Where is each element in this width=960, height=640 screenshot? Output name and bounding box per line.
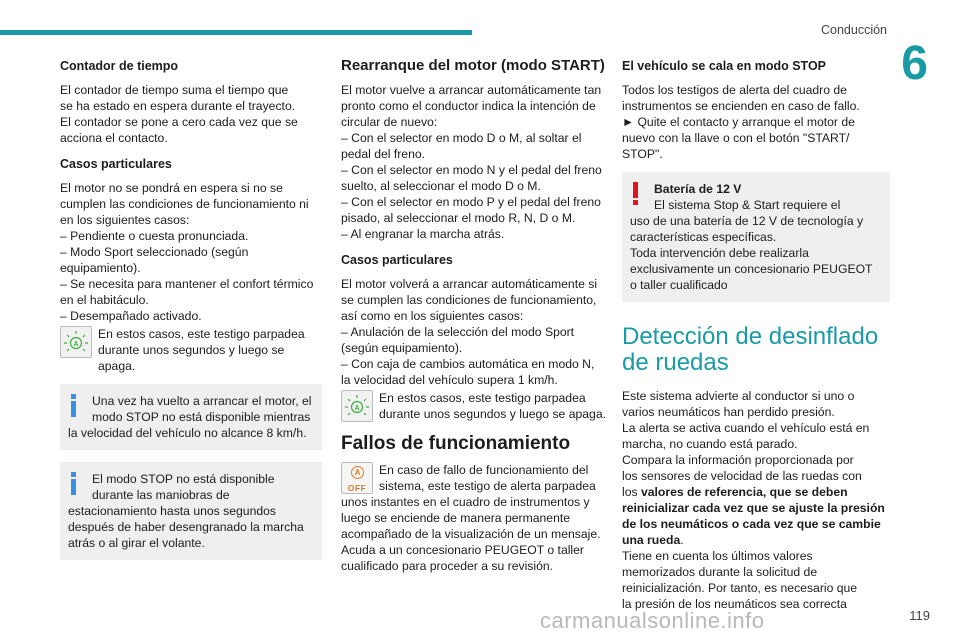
heading-stall: El vehículo se cala en modo STOP: [622, 59, 827, 73]
info-icon: [70, 394, 76, 417]
heading-timer: Contador de tiempo: [60, 59, 179, 73]
column-2: [341, 58, 606, 584]
warning-light-note-restart: [341, 390, 606, 422]
heading-deflation-detection: Detección de desinflado de ruedas: [622, 323, 879, 376]
stop-start-off-icon: A OFF: [341, 462, 373, 494]
svg-text:A: A: [73, 341, 79, 348]
heading-special-cases-restart: Casos particulares: [341, 253, 453, 267]
heading-malfunctions: Fallos de funcionamiento: [341, 433, 571, 454]
warning-light-text: En estos casos, este testigo parpadea durante unos segundos y luego se apaga.: [98, 327, 305, 373]
fault-paragraph: unos instantes en el cuadro de instrumentos y luego se enciende de manera permanente acompañado de la visualización de un mensaje. Acuda a un concesionario PEUGEOT o taller cualificado para proceder a su revisión.: [341, 495, 601, 573]
column-3: [622, 58, 890, 622]
watermark: carmanualsonline.info: [540, 608, 765, 633]
page-number: 119: [909, 608, 930, 623]
top-color-bar: [0, 30, 472, 35]
fault-first-text: En caso de fallo de funcionamiento del sistema, este testigo de alerta parpadea: [379, 463, 596, 493]
warning-box-battery: Batería de 12 V El sistema Stop & Start requiere el uso de una batería de 12 V de tecnología y características específicas. Toda intervención debe realizarla exclusivamente un concesionario PEUGEOT o taller cualificado: [622, 172, 890, 302]
stop-start-warning-icon: [60, 326, 92, 358]
stop-start-warning-icon: [341, 390, 373, 422]
heading-engine-restart: Rearranque del motor (modo START): [341, 57, 605, 74]
info-icon: [70, 472, 76, 495]
chapter-number: 6: [901, 37, 928, 90]
info-box-stop-unavailable-speed: Una vez ha vuelto a arrancar el motor, el modo STOP no está disponible mientras la velocidad del vehículo no alcance 8 km/h.: [60, 384, 322, 450]
restart-paragraph: El motor vuelve a arrancar automáticamente tan pronto como el conductor indica la intención de circular de nuevo: – Con el selector en modo D o M, al soltar el pedal del freno. – Con el selector en modo N y el pedal del freno suelto, al seleccionar el modo D o M. – Con el selector en modo P y el pedal del freno pisado, al seleccionar el modo R, N, D o M. – Al engranar la marcha atrás.: [341, 83, 602, 241]
fault-note: [341, 462, 606, 494]
section-title: Conducción: [820, 23, 887, 37]
cases-paragraph: El motor no se pondrá en espera si no se cumplen las condiciones de funcionamiento ni en los siguientes casos: – Pendiente o cuesta pronunciada. – Modo Sport seleccionado (según equipamiento). – Se necesita para mantener el confort térmico en el habitáculo. – Desempañado activado.: [60, 181, 314, 323]
info-box-stop-unavailable-parking: El modo STOP no está disponible durante las maniobras de estacionamiento hasta unos segundos después de haber desengranado la marcha atrás o al girar el volante.: [60, 462, 322, 560]
stall-paragraph: Todos los testigos de alerta del cuadro de instrumentos se encienden en caso de fallo. ► Quite el contacto y arranque el motor de nuevo con la llave o con el botón "START/ STOP".: [622, 83, 860, 161]
timer-paragraph: El contador de tiempo suma el tiempo que se ha estado en espera durante el trayecto. El contador se pone a cero cada vez que se acciona el contacto.: [60, 83, 298, 145]
heading-special-cases: Casos particulares: [60, 157, 172, 171]
column-1: [60, 58, 322, 572]
exclamation-icon: [632, 182, 638, 205]
restart-cases-paragraph: El motor volverá a arrancar automáticamente si se cumplen las condiciones de funcionamiento, así como en los siguientes casos: – Anulación de la selección del modo Sport (según equipamiento). – Con caja de cambios automática en modo N, la velocidad del vehículo supera 1 km/h.: [341, 277, 598, 387]
deflation-paragraph: Este sistema advierte al conductor si uno o varios neumáticos han perdido presión. La alerta se activa cuando el vehículo está en marcha, no cuando está parado. Compara la información proporcionada por los sensores de velocidad de las ruedas con los valores de referencia, que se deben reinicializar cada vez que se ajuste la presión de los neumáticos o cada vez que se cambie una rueda. Tiene en cuenta los últimos valores memorizados durante la solicitud de reinicialización. Por tanto, es necesario que la presión de los neumáticos sea correcta: [622, 389, 885, 611]
warning-light-text: En estos casos, este testigo parpadea durante unos segundos y luego se apaga.: [379, 391, 606, 421]
warning-light-note: [60, 326, 322, 374]
svg-text:A: A: [354, 405, 360, 412]
